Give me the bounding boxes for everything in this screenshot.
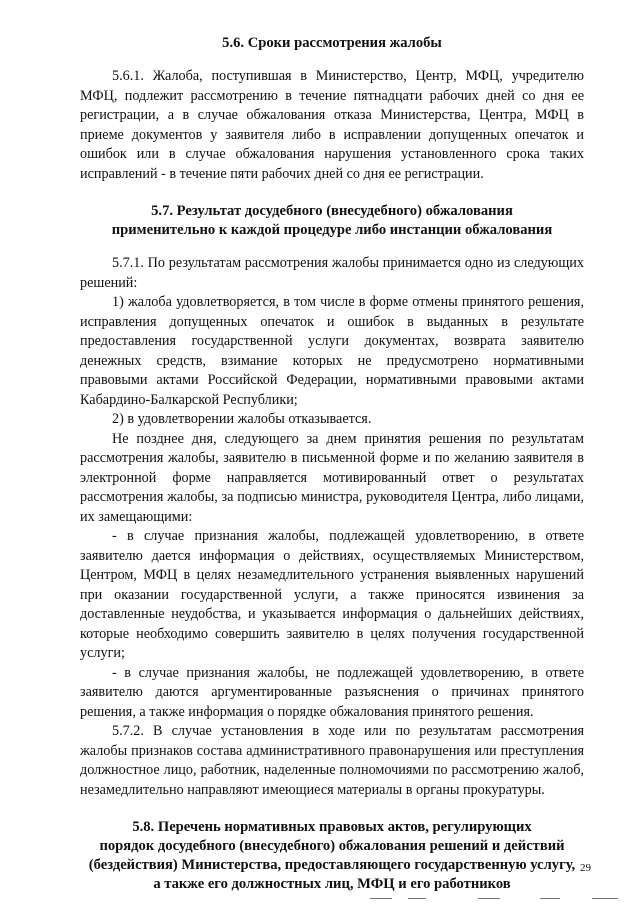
section-5-7-heading <box>80 202 584 240</box>
paragraph-decision-1: 1) жалоба удовлетворяется, в том числе в форме отмены принятого решения, исправления допущенных опечаток и ошибок в выданных в результате предоставления государственной услуги документах, возврата заявителю денежных средств, взимание которых не предусмотрено нормативными правовыми актами Российской Федерации, нормативными правовыми актами Кабардино-Балкарской Республики; <box>80 294 584 408</box>
section-5-6-heading: 5.6. Сроки рассмотрения жалобы <box>222 35 442 51</box>
heading-line: 5.8. Перечень нормативных правовых актов, регулирующих <box>132 819 532 835</box>
paragraph-5-7-2: 5.7.2. В случае установления в ходе или по результатам рассмотрения жалобы признаков состава административного правонарушения или преступления должностное лицо, работник, наделенные полномочиями по рассмотрению жалоб, незамедлительно направляют имеющиеся материалы в органы прокуратуры. <box>80 723 584 798</box>
heading-line: 5.7. Результат досудебного (внесудебного) обжалования <box>151 203 513 219</box>
paragraph-decision-2: 2) в удовлетворении жалобы отказывается. <box>112 411 372 427</box>
paragraph-complaint-rejected: - в случае признания жалобы, не подлежащей удовлетворению, в ответе заявителю даются аргументированные разъяснения о причинах принятого решения, а также информация о порядке обжалования принятого решения. <box>80 664 584 720</box>
heading-line: а также его должностных лиц, МФЦ и его работников <box>153 876 511 892</box>
section-5-8-heading <box>80 818 584 894</box>
document-page <box>80 34 584 894</box>
paragraph-5-7-1: 5.7.1. По результатам рассмотрения жалобы принимается одно из следующих решений: <box>80 255 584 291</box>
page-number: 29 <box>580 862 591 874</box>
heading-line: порядок досудебного (внесудебного) обжалования решений и действий <box>99 838 565 854</box>
paragraph-5-6-1: 5.6.1. Жалоба, поступившая в Министерство, Центр, МФЦ, учредителю МФЦ, подлежит рассмотрению в течение пятнадцати рабочих дней со дня ее регистрации, а в случае обжалования отказа Министерства, Центра, МФЦ в приеме документов у заявителя либо в исправлении допущенных опечаток и ошибок или в случае обжалования нарушения установленного срока таких исправлений - в течение пяти рабочих дней со дня ее регистрации. <box>80 68 584 182</box>
paragraph-response-deadline: Не позднее дня, следующего за днем принятия решения по результатам рассмотрения жалобы, заявителю в письменной форме и по желанию заявителя в электронной форме направляется мотивированный ответ о результатах рассмотрения жалобы, за подписью министра, руководителя Центра, либо лицами, их замещающими: <box>80 430 584 525</box>
heading-line: (бездействия) Министерства, предоставляющего государственную услугу, <box>88 857 576 873</box>
paragraph-complaint-satisfied: - в случае признания жалобы, подлежащей удовлетворению, в ответе заявителю дается информация о действиях, осуществляемых Министерством, Центром, МФЦ в целях незамедлительного устранения выявленных нарушений при оказании государственной услуги, а также приносятся извинения за доставленные неудобства, и указывается информация о дальнейших действиях, которые необходимо совершить заявителю в целях получения государственной услуги; <box>80 528 584 661</box>
heading-line: применительно к каждой процедуре либо инстанции обжалования <box>111 222 553 238</box>
scan-edge-marks <box>0 898 640 900</box>
